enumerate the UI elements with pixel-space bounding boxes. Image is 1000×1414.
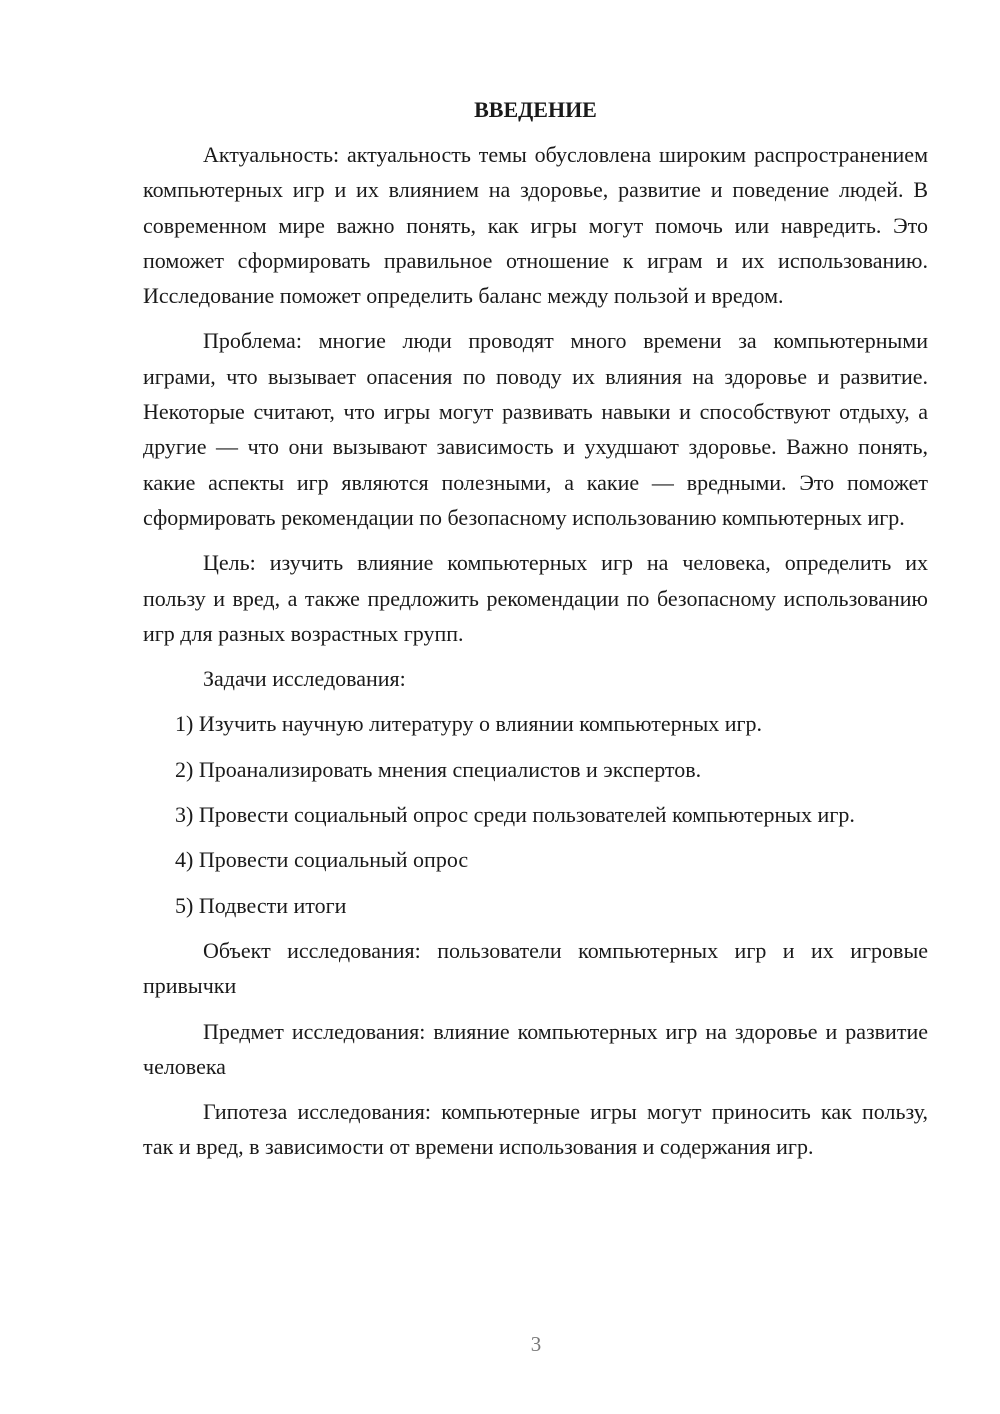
object-paragraph: Объект исследования: пользователи компьютерных игр и их игровые привычки — [143, 937, 928, 999]
task-item: 5) Подвести итоги — [175, 892, 347, 918]
problem-paragraph: Проблема: многие люди проводят много времени за компьютерными играми, что вызывает опасения по поводу их влияния на здоровье и развитие. Некоторые считают, что игры могут развивать навыки и способствуют отдыху, а другие — что они вызывают зависимость и ухудшают здоровье. Важно понять, какие аспекты игр являются полезными, а какие — вредными. Это поможет сформировать рекомендации по безопасному использованию компьютерных игр. — [143, 328, 928, 530]
relevance-paragraph: Актуальность: актуальность темы обусловлена широким распространением компьютерных игр и их влиянием на здоровье, развитие и поведение людей. В современном мире важно понять, как игры могут помочь или навредить. Это поможет сформировать правильное отношение к играм и их использованию. Исследование поможет определить баланс между пользой и вредом. — [143, 142, 928, 309]
task-item: 2) Проанализировать мнения специалистов и экспертов. — [175, 756, 702, 782]
task-item: 4) Провести социальный опрос — [175, 847, 469, 873]
task-item: 3) Провести социальный опрос среди пользователей компьютерных игр. — [175, 802, 855, 828]
page-number: 3 — [530, 1332, 542, 1356]
document-page — [143, 92, 928, 1175]
section-title: ВВЕДЕНИЕ — [474, 97, 597, 122]
subject-paragraph: Предмет исследования: влияние компьютерных игр на здоровье и развитие человека — [143, 1018, 928, 1079]
goal-paragraph: Цель: изучить влияние компьютерных игр на человека, определить их пользу и вред, а также предложить рекомендации по безопасному использованию игр для разных возрастных групп. — [143, 550, 928, 646]
hypothesis-paragraph: Гипотеза исследования: компьютерные игры могут приносить как пользу, так и вред, в зависимости от времени использования и содержания игр. — [143, 1099, 928, 1160]
task-item: 1) Изучить научную литературу о влиянии компьютерных игр. — [175, 711, 763, 737]
tasks-heading: Задачи исследования: — [203, 666, 406, 692]
